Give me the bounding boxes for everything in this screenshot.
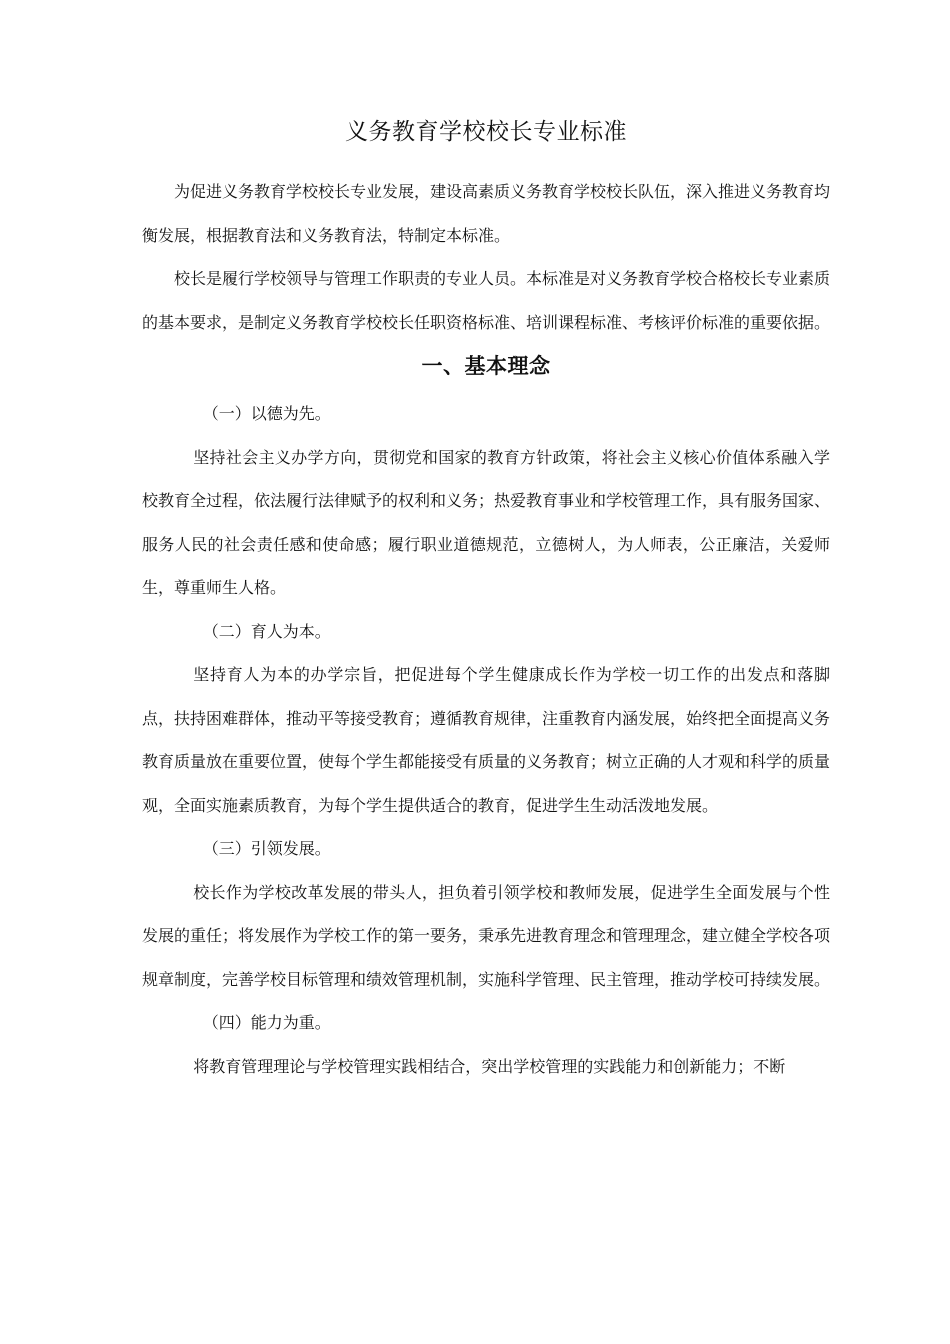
subsection-heading-1: （一）以德为先。	[202, 404, 331, 423]
subsection-body-3: 校长作为学校改革发展的带头人，担负着引领学校和教师发展，促进学生全面发展与个性发展的重任；将发展作为学校工作的第一要务，秉承先进教育理念和管理理念，建立健全学校各项规章制度，完善学校目标管理和绩效管理机制，实施科学管理、民主管理，推动学校可持续发展。	[142, 882, 831, 989]
subsection-body-1: 坚持社会主义办学方向，贯彻党和国家的教育方针政策，将社会主义核心价值体系融入学校教育全过程，依法履行法律赋予的权利和义务；热爱教育事业和学校管理工作，具有服务国家、服务人民的社会责任感和使命感；履行职业道德规范，立德树人，为人师表，公正廉洁，关爱师生，尊重师生人格。	[142, 447, 831, 597]
subsection-heading-4: （四）能力为重。	[202, 1013, 331, 1032]
document-title: 义务教育学校校长专业标准	[345, 119, 627, 145]
intro-paragraph-1: 为促进义务教育学校校长专业发展，建设高素质义务教育学校校长队伍，深入推进义务教育均衡发展，根据教育法和义务教育法，特制定本标准。	[142, 182, 831, 245]
subsection-body-2: 坚持育人为本的办学宗旨，把促进每个学生健康成长作为学校一切工作的出发点和落脚点，扶持困难群体，推动平等接受教育；遵循教育规律，注重教育内涵发展，始终把全面提高义务教育质量放在重要位置，使每个学生都能接受有质量的义务教育；树立正确的人才观和科学的质量观，全面实施素质教育，为每个学生提供适合的教育，促进学生生动活泼地发展。	[142, 665, 831, 815]
intro-paragraph-2: 校长是履行学校领导与管理工作职责的专业人员。本标准是对义务教育学校合格校长专业素质的基本要求，是制定义务教育学校校长任职资格标准、培训课程标准、考核评价标准的重要依据。	[142, 269, 831, 332]
subsection-heading-2: （二）育人为本。	[202, 621, 331, 641]
subsection-body-4: 将教育管理理论与学校管理实践相结合，突出学校管理的实践能力和创新能力；不断	[193, 1056, 786, 1076]
section-title-basic-concepts: 一、基本理念	[421, 354, 551, 378]
subsection-heading-3: （三）引领发展。	[202, 839, 331, 858]
document-content	[142, 112, 830, 1088]
